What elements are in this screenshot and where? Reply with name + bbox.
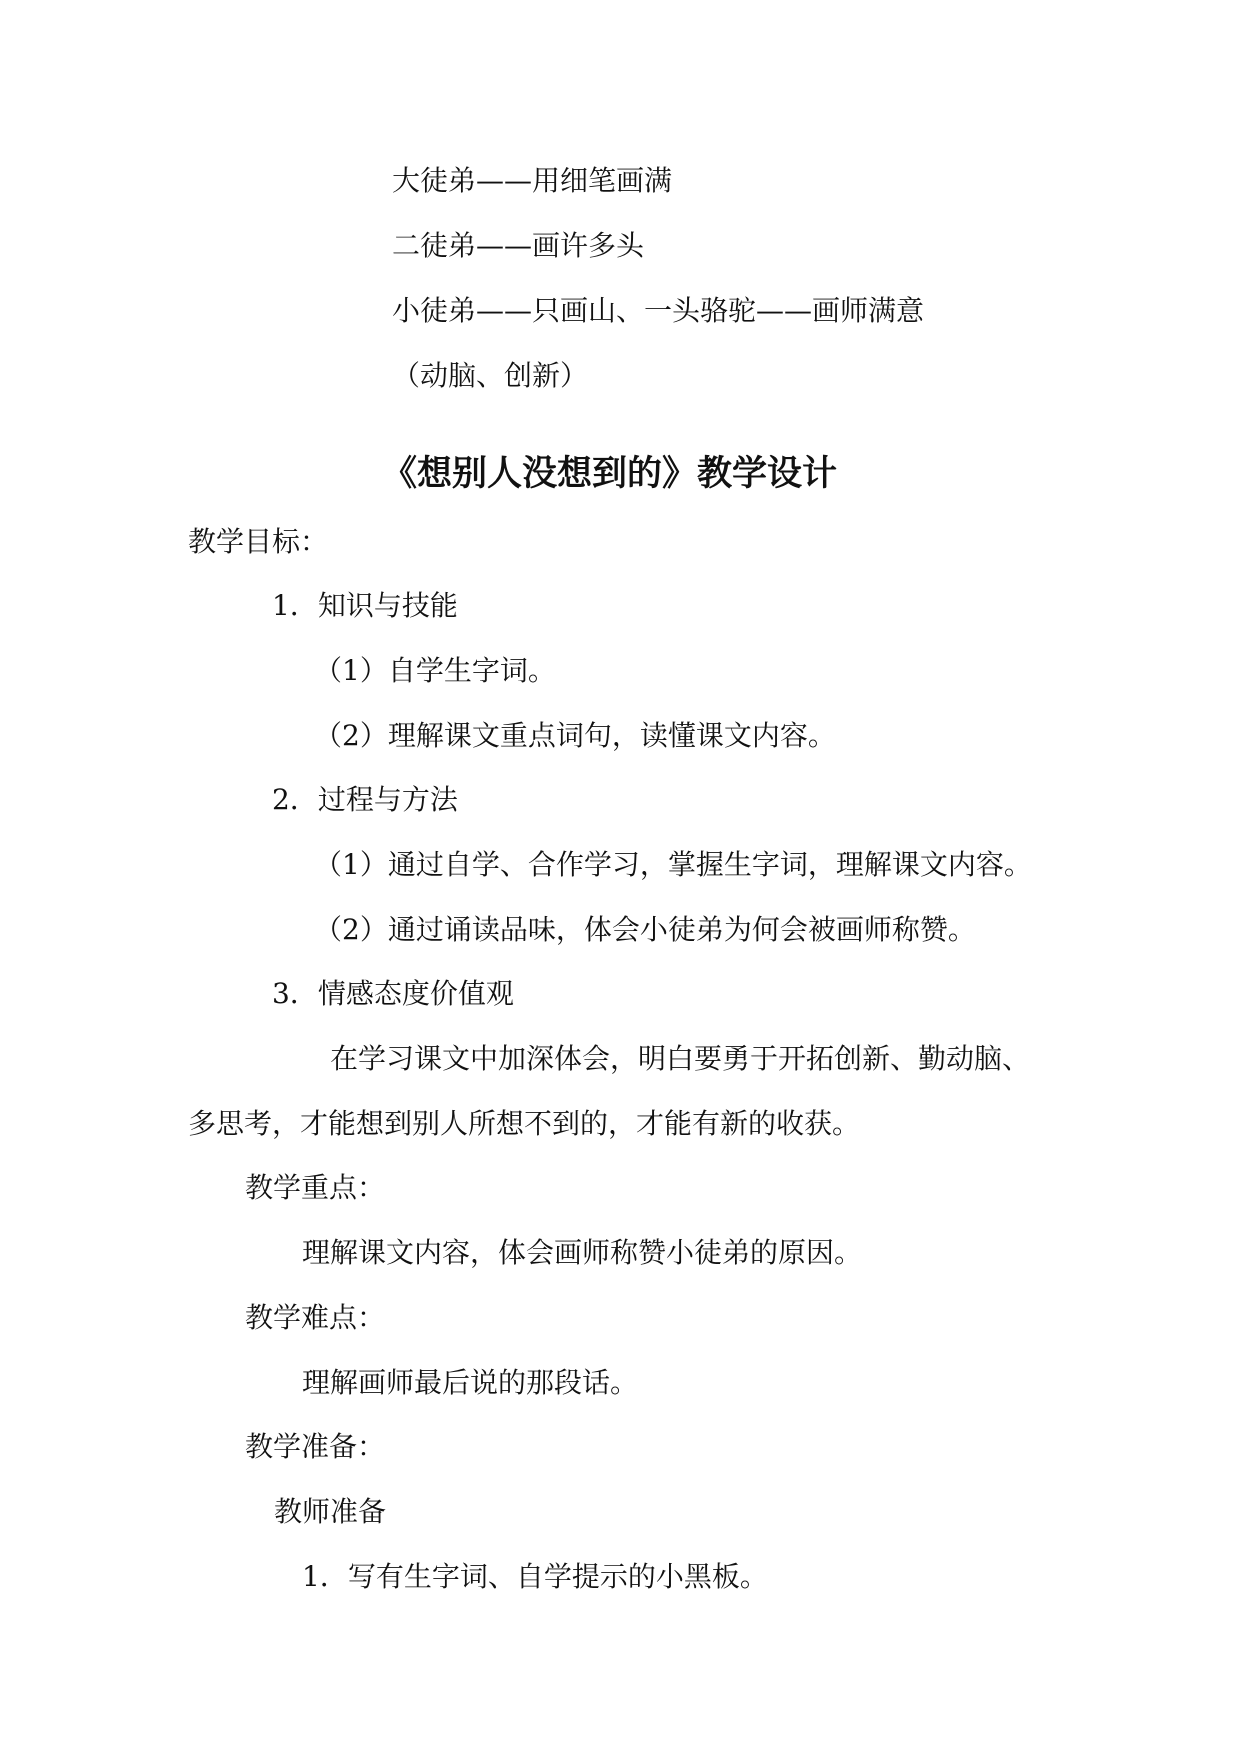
preparation-item-1: 1．写有生字词、自学提示的小黑板。 (302, 1560, 768, 1593)
objective-3-paragraph-line-2: 多思考，才能想到别人所想不到的，才能有新的收获。 (188, 1107, 861, 1140)
objective-1-sub-2: （2）理解课文重点词句，读懂课文内容。 (314, 719, 836, 752)
objective-3-label: 3．情感态度价值观 (272, 977, 514, 1010)
difficulties-text: 理解画师最后说的那段话。 (302, 1366, 639, 1399)
objective-3-paragraph-line-1: 在学习课文中加深体会，明白要勇于开拓创新、勤动脑、 (330, 1042, 1031, 1075)
teacher-preparation-label: 教师准备 (274, 1495, 387, 1528)
preparation-heading: 教学准备： (245, 1430, 386, 1463)
objectives-heading: 教学目标： (188, 525, 329, 558)
objective-1-label: 1．知识与技能 (272, 589, 458, 622)
objective-2-label: 2．过程与方法 (272, 783, 458, 816)
list-item-summary: （动脑、创新） (392, 359, 589, 392)
objective-2-sub-2: （2）通过诵读品味，体会小徒弟为何会被画师称赞。 (314, 913, 976, 946)
key-points-text: 理解课文内容，体会画师称赞小徒弟的原因。 (302, 1236, 863, 1269)
difficulties-heading: 教学难点： (245, 1301, 386, 1334)
page-title: 《想别人没想到的》教学设计 (382, 454, 838, 494)
list-item-youngest-disciple: 小徒弟——只画山、一头骆驼——画师满意 (392, 294, 925, 327)
list-item-second-disciple: 二徒弟——画许多头 (392, 229, 645, 262)
objective-2-sub-1: （1）通过自学、合作学习，掌握生字词，理解课文内容。 (314, 848, 1032, 881)
key-points-heading: 教学重点： (245, 1171, 386, 1204)
list-item-first-disciple: 大徒弟——用细笔画满 (392, 164, 673, 197)
objective-1-sub-1: （1）自学生字词。 (314, 654, 556, 687)
